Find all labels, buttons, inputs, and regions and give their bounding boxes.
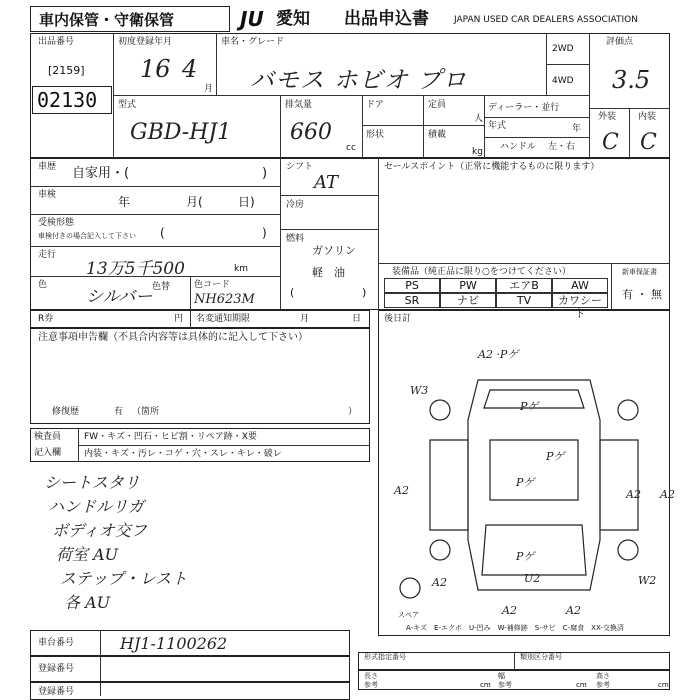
color-label: 色 (38, 280, 48, 290)
color-change: 色替 (152, 282, 171, 292)
kg-unit: kg (472, 147, 483, 157)
equipment-item: SR (384, 293, 440, 308)
name-change-label: 名変通知期限 (196, 314, 251, 324)
lot-small: [2159] (48, 64, 85, 77)
name-change-day: 日 (352, 314, 362, 324)
form-title: 出品申込書 (344, 9, 429, 29)
r-ticket-yen: 円 (174, 314, 184, 324)
shape-label: 形状 (366, 130, 385, 140)
damage-mark: A2 (394, 484, 409, 497)
height-cm: cm (658, 681, 669, 689)
height-ref: 参考 (596, 681, 610, 689)
lot-label: 出品番号 (38, 37, 75, 47)
repair-place: （箇所 (132, 407, 160, 417)
handwritten-note: ステップ・レスト (60, 569, 188, 588)
fuel-label: 燃料 (286, 234, 305, 244)
receiving-open: ( (160, 226, 165, 240)
receiving-close: ) (262, 226, 267, 240)
equipment-item: カワシート (552, 293, 608, 308)
damage-mark: Pゲ (520, 400, 539, 413)
score-label: 評価点 (606, 37, 634, 47)
r-ticket-label: R券 (38, 314, 54, 324)
load-label: 積載 (428, 130, 447, 140)
capacity-label: 定員 (428, 100, 447, 110)
registration-label: 登録番号 (38, 664, 75, 674)
class-no-label: 類別区分番号 (520, 653, 562, 661)
receiving-label: 受検形態 (38, 218, 75, 228)
damage-mark: Pゲ (546, 450, 565, 463)
entry-label: 記入欄 (34, 448, 62, 458)
handwritten-note: ボディオ交フ (52, 521, 147, 540)
equipment-item: PS (384, 278, 440, 293)
damage-mark: Pゲ (516, 550, 535, 563)
repair-label: 修復歴 (52, 407, 80, 417)
inspection-year: 年 (118, 195, 131, 209)
color-code: NH623M (194, 292, 255, 307)
warranty-options: 有 ・ 無 (622, 288, 662, 301)
reg-year: 16 (140, 55, 171, 83)
length-label: 長さ (364, 672, 378, 680)
door-label: ドア (366, 100, 384, 110)
handwritten-note: シートスタリ (44, 473, 140, 492)
handle-label: ハンドル (500, 142, 537, 152)
cc-unit: cc (346, 143, 356, 153)
equipment-item: TV (496, 293, 552, 308)
mileage-label: 走行 (38, 250, 57, 260)
form-no-label: 形式指定番号 (364, 653, 406, 661)
inspection-label: 車検 (38, 190, 57, 200)
handwritten-note: 各 AU (64, 593, 111, 612)
interior-grade: C (640, 130, 657, 155)
width-label: 幅 (498, 672, 505, 680)
drive-2wd: 2WD (552, 44, 574, 54)
history-close: ) (262, 166, 268, 181)
inspector-label: 検査員 (34, 432, 62, 442)
width-ref: 参考 (498, 681, 512, 689)
displacement-label: 排気量 (285, 100, 313, 110)
damage-mark: W2 (638, 574, 657, 587)
lot-number: 02130 (37, 88, 98, 112)
inspection-day: 日) (238, 195, 255, 209)
shift-value: AT (314, 172, 339, 193)
header-title-left: 車内保管・守衛保管 (39, 11, 175, 29)
ac-label: 冷房 (286, 200, 305, 210)
color-code-label: 色コード (194, 280, 231, 290)
model-value: GBD-HJ1 (130, 120, 232, 145)
inspection-month: 月( (186, 195, 203, 209)
equipment-item: ナビ (440, 293, 496, 308)
equipment-label: 装備品（純正品に限り○をつけてください） (392, 267, 571, 277)
fuel-diesel: 軽 油 (312, 266, 345, 279)
reg-month: 4 (182, 55, 198, 83)
person-unit: 人 (474, 114, 484, 124)
exterior-grade: C (602, 130, 619, 155)
history-label: 車歴 (38, 162, 57, 172)
damage-mark: Pゲ (516, 476, 535, 489)
ju-logo: JU (240, 7, 264, 31)
interior-label: 内装 (638, 112, 657, 122)
name-label: 車名・グレード (221, 37, 285, 47)
reg-month-unit: 月 (204, 84, 214, 94)
posterior-label: 後日訂 (384, 314, 412, 324)
length-cm: cm (480, 681, 491, 689)
year-unit: 年 (572, 124, 582, 134)
receiving-note: 車検付きの場合記入して下さい (38, 232, 136, 240)
interior-check-row: 内装・キズ・汚レ・コゲ・穴・スレ・キレ・破レ (84, 449, 282, 459)
chassis-label: 車台番号 (38, 638, 75, 648)
exterior-label: 外装 (598, 112, 617, 122)
notes-label: 注意事項申告欄（不具合内容等は具体的に記入して下さい） (38, 332, 308, 343)
history-value: 自家用・( (72, 166, 130, 181)
damage-mark: A2 (626, 488, 641, 501)
km-unit: km (234, 264, 248, 274)
color-value: シルバー (86, 287, 153, 307)
name-change-month: 月 (300, 314, 310, 324)
equipment-item: エアB (496, 278, 552, 293)
mileage-value: 13万5千500 (86, 259, 185, 279)
repair-close: ） (348, 407, 358, 417)
drive-4wd: 4WD (552, 76, 574, 86)
car-name: バモス ホビオ プロ (250, 66, 468, 94)
equipment-item: PW (440, 278, 496, 293)
repair-value: 有 (114, 407, 124, 417)
fuel-bracket-open: ( (290, 286, 295, 299)
dealer-label: ディーラー・並行 (488, 103, 560, 113)
damage-mark: A2 (566, 604, 581, 617)
reg-label: 初度登録年月 (118, 37, 173, 47)
reg-no-label: 登録番号 (38, 687, 75, 697)
chassis-value: HJ1-1100262 (120, 634, 228, 653)
reg-no-row (30, 682, 350, 700)
year-label: 年式 (488, 121, 507, 131)
handle-options: 左・右 (548, 142, 576, 152)
damage-mark: A2 (660, 488, 675, 501)
handwritten-note: ハンドルリガ (48, 497, 144, 516)
displacement-value: 660 (290, 120, 332, 145)
damage-legend: A-キズ E-エクボ U-凹み W-補修跡 S-サビ C-腐食 XX-交換済 (406, 624, 624, 632)
org-english: JAPAN USED CAR DEALERS ASSOCIATION (454, 15, 638, 25)
warranty-label: 新車保証書 (622, 268, 657, 276)
shift-label: シフト (286, 162, 314, 172)
height-label: 高さ (596, 672, 610, 680)
fw-row: FW・キズ・凹石・ヒビ割・リペア跡・X要 (84, 432, 257, 442)
score-value: 3.5 (612, 66, 651, 94)
handwritten-note: 荷室 AU (56, 545, 119, 564)
fuel-bracket-close: ) (362, 286, 367, 299)
dimension-box (358, 670, 670, 690)
damage-mark: A2 ·Pゲ (478, 348, 519, 361)
damage-mark: W3 (410, 384, 429, 397)
width-cm: cm (576, 681, 587, 689)
damage-mark: U2 (524, 572, 541, 585)
fuel-gasoline: ガソリン (312, 244, 356, 257)
length-ref: 参考 (364, 681, 378, 689)
damage-mark: A2 (432, 576, 447, 589)
org-name: 愛知 (276, 9, 310, 29)
damage-mark: A2 (502, 604, 517, 617)
sales-point-label: セールスポイント（正常に機能するものに限ります） (384, 162, 600, 172)
model-label: 型式 (118, 100, 137, 110)
equipment-item: AW (552, 278, 608, 293)
registration-row (30, 656, 350, 682)
spare-label: スペア (398, 611, 419, 619)
